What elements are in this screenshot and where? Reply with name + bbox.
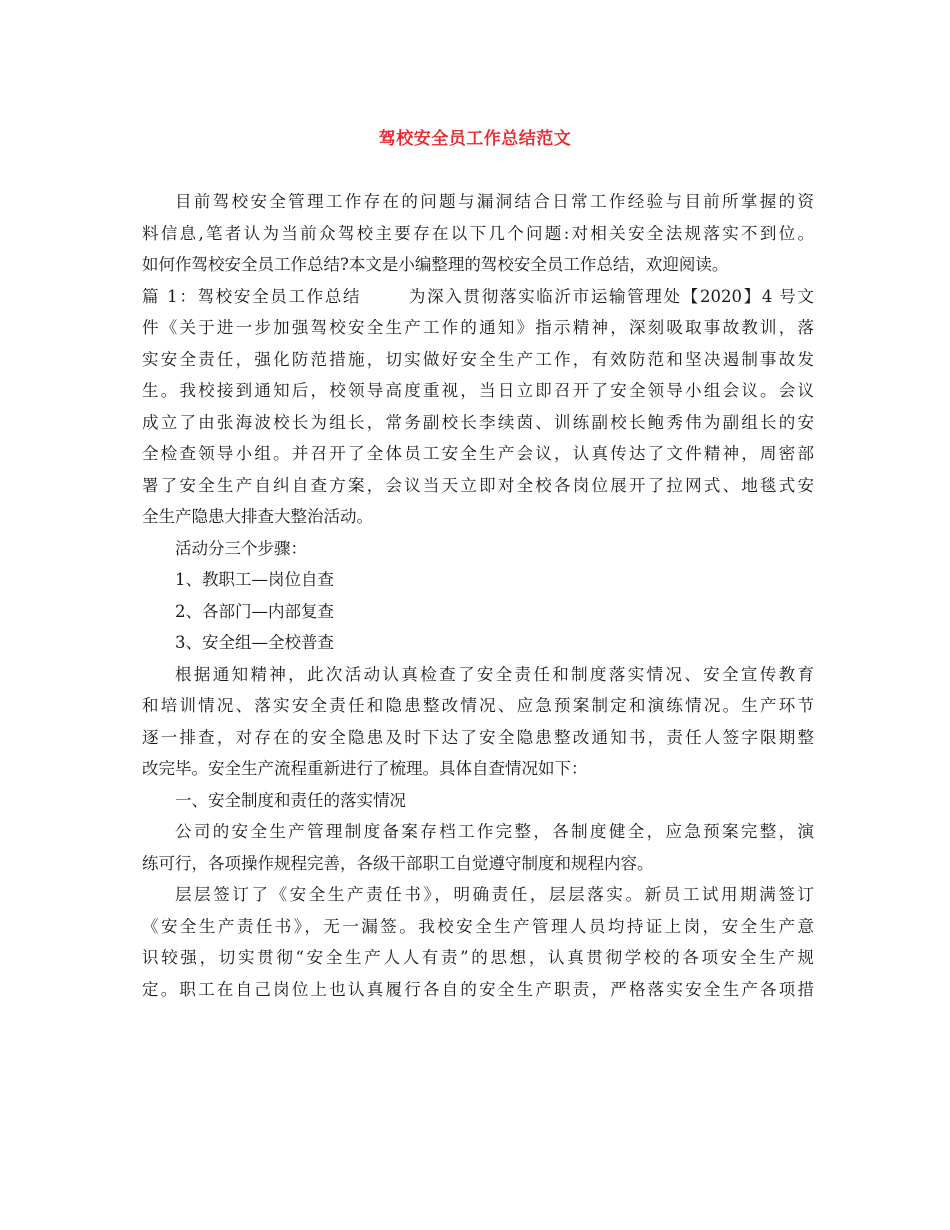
text-line: 和培训情况、落实安全责任和隐患整改情况、应急预案制定和演练情况。生产环节 xyxy=(142,696,814,715)
text-line: 全检查领导小组。并召开了全体员工安全生产会议，认真传达了文件精神，周密部 xyxy=(142,444,814,463)
text-line: 《安全生产责任书》，无一漏签。我校安全生产管理人员均持证上岗，安全生产意 xyxy=(142,916,814,936)
list-item: 3、安全组—全校普查 xyxy=(175,633,334,652)
text-line: 根据通知精神，此次活动认真检查了安全责任和制度落实情况、安全宣传教育 xyxy=(175,664,814,684)
text-line: 成立了由张海波校长为组长，常务副校长李续茵、训练副校长鲍秀伟为副组长的安 xyxy=(142,412,814,432)
text-line: 件《关于进一步加强驾校安全生产工作的通知》指示精神，深刻吸取事故教训，落 xyxy=(142,318,814,337)
text-line: 逐一排查，对存在的安全隐患及时下达了安全隐患整改通知书，责任人签字限期整 xyxy=(142,727,814,747)
text-line: 公司的安全生产管理制度备案存档工作完整，各制度健全，应急预案完整，演 xyxy=(175,822,814,841)
text-line-mixed xyxy=(142,281,814,313)
text-line: 生。我校接到通知后，校领导高度重视，当日立即召开了安全领导小组会议。会议 xyxy=(142,381,814,400)
list-item: 1、教职工—岗位自查 xyxy=(175,570,334,589)
text-line: 实安全责任，强化防范措施，切实做好安全生产工作，有效防范和坚决遏制事故发 xyxy=(142,349,814,369)
document-body xyxy=(142,186,814,1005)
text-line: 定。职工在自己岗位上也认真履行各自的安全生产职责，严格落实安全生产各项措 xyxy=(142,979,814,999)
text-line: 活动分三个步骤： xyxy=(175,538,307,558)
text-line: 练可行，各项操作规程完善，各级干部职工自觉遵守制度和规程内容。 xyxy=(142,853,654,873)
list-item: 2、各部门—内部复查 xyxy=(175,601,334,621)
text-line: 目前驾校安全管理工作存在的问题与漏洞结合日常工作经验与目前所掌握的资 xyxy=(175,192,814,211)
text-line: 料信息,笔者认为当前众驾校主要存在以下几个问题:对相关安全法规落实不到位。 xyxy=(142,223,814,243)
text-line: 改完毕。安全生产流程重新进行了梳理。具体自查情况如下： xyxy=(142,759,588,778)
section-heading-part-1: 篇 1：驾校安全员工作总结 xyxy=(142,286,362,306)
document-title: 驾校安全员工作总结范文 xyxy=(378,129,572,149)
text-line: 层层签订了《安全生产责任书》，明确责任，层层落实。新员工试用期满签订 xyxy=(175,885,814,904)
text-line: 识较强，切实贯彻“安全生产人人有责”的思想，认真贯彻学校的各项安全生产规 xyxy=(142,948,814,967)
text-line: 全生产隐患大排查大整治活动。 xyxy=(142,507,373,526)
text-line: 如何作驾校安全员工作总结?本文是小编整理的驾校安全员工作总结，欢迎阅读。 xyxy=(142,255,729,274)
text-line: 署了安全生产自纠自查方案，会议当天立即对全校各岗位展开了拉网式、地毯式安 xyxy=(142,475,814,495)
subsection-heading: 一、安全制度和责任的落实情况 xyxy=(175,790,406,810)
section-text-part: 为深入贯彻落实临沂市运输管理处【2020】4 号文 xyxy=(407,286,814,306)
